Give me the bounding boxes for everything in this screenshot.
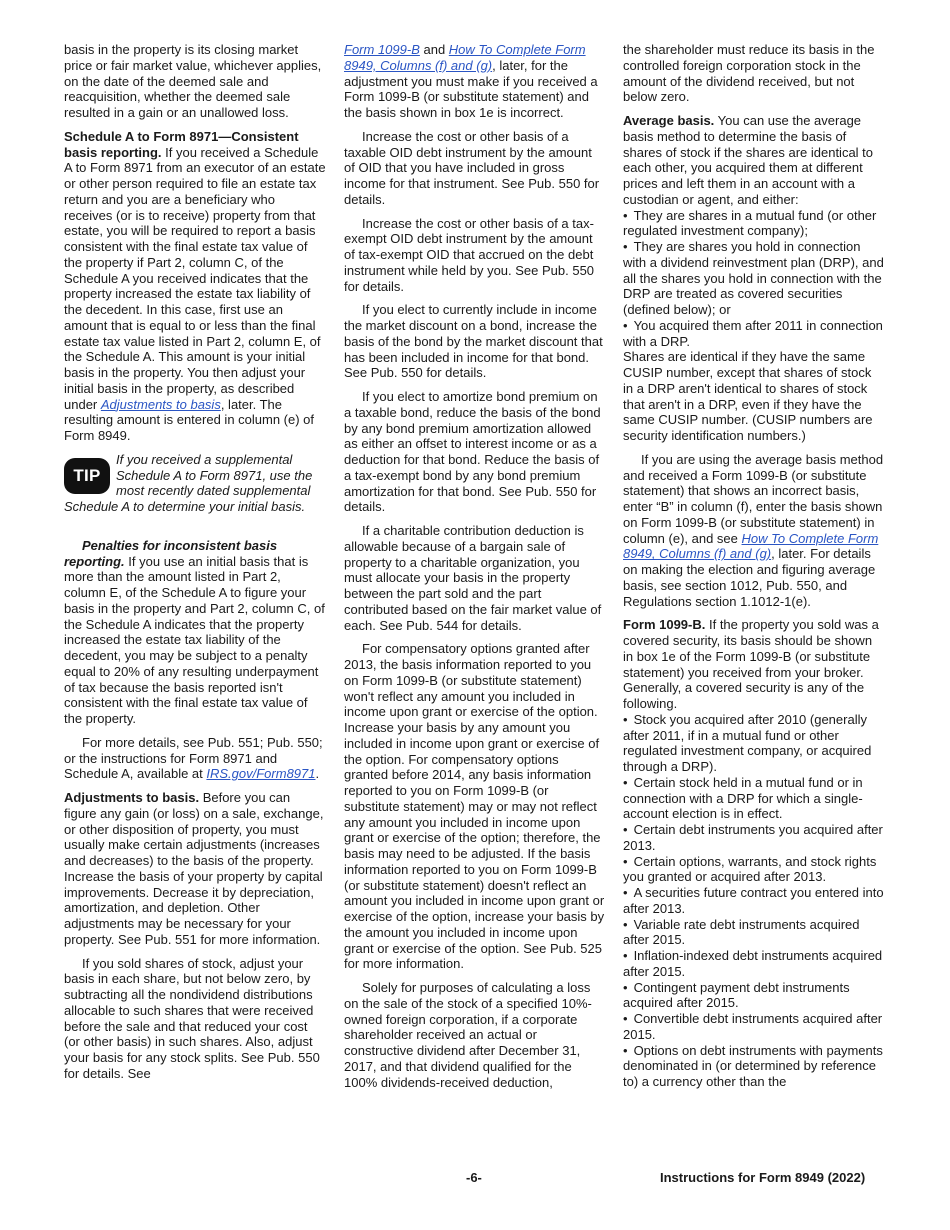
paragraph	[623, 452, 885, 610]
paragraph-text: , later, for the adjustment you must make if you received a Form 1099-B (or substitute statement) and the basis shown in box 1e is incorrect.	[344, 57, 598, 120]
covered-security-list	[623, 712, 885, 1090]
paragraph-text: .	[315, 766, 320, 782]
penalties-heading: Penalties for inconsistent basis reporting.	[64, 537, 278, 569]
list-item: • Certain debt instruments you acquired after 2013.	[623, 822, 885, 854]
list-item: • Certain options, warrants, and stock rights you granted or acquired after 2013.	[623, 854, 885, 886]
list-item: • Stock you acquired after 2010 (generally after 2011, if in a mutual fund or other regulated investment company, or acquired through a DRP).	[623, 712, 885, 775]
list-item: • A securities future contract you entered into after 2013.	[623, 885, 885, 917]
page-number: -6-	[466, 1170, 482, 1185]
form-1099b-link[interactable]: Form 1099-B	[344, 42, 420, 57]
list-item: • Certain stock held in a mutual fund or in connection with a DRP for which a single-account election is in effect.	[623, 775, 885, 822]
list-item: • Variable rate debt instruments acquired after 2015.	[623, 917, 885, 949]
how-to-complete-link[interactable]: How To Complete Form 8949, Columns (f) and (g)	[623, 530, 879, 562]
irs-form8971-link[interactable]: IRS.gov/Form8971	[206, 766, 316, 782]
paragraph: Increase the cost or other basis of a taxable OID debt instrument by the amount of OID that you have included in gross income for that instrument. See Pub. 550 for details.	[344, 128, 600, 207]
paragraph-text: and	[419, 42, 449, 57]
list-item: • They are shares you hold in connection with a dividend reinvestment plan (DRP), and all the shares you hold in connection with the DRP are treated as covered securities (defined below); or	[623, 239, 885, 318]
list-item: • Options on debt instruments with payments denominated in (or determined by reference to) a currency other than the	[623, 1043, 885, 1090]
average-basis-list	[623, 208, 885, 350]
schedule-a-section	[64, 129, 326, 444]
form-title-footer: Instructions for Form 8949 (2022)	[660, 1170, 866, 1185]
average-basis-section	[623, 113, 885, 444]
column-2	[344, 42, 606, 1098]
column-1	[64, 42, 326, 1090]
column-3	[623, 42, 885, 1090]
paragraph-text: , later. For details on making the election and figuring average basis, see section 1012, Pub. 550, and Regulations section 1.1012-1(e).	[623, 546, 876, 609]
paragraph: If you elect to currently include in income the market discount on a bond, increase the basis of the bond by the market discount that has been included in income for that bond. See Pub. 550 for details.	[344, 302, 603, 381]
paragraph-text: For more details, see Pub. 551; Pub. 550; or the instructions for Form 8971 and Schedule A, available at	[64, 734, 323, 782]
schedule-a-heading: Schedule A to Form 8971—Consistent basis reporting.	[64, 128, 299, 160]
how-to-complete-link[interactable]: How To Complete Form 8949, Columns (f) and (g)	[344, 42, 586, 73]
paragraph-text: If you received a Schedule A to Form 8971 from an executor of an estate or other person required to file an estate tax return and you are a beneficiary who receives (or is to receive) property from that estate, you will be required to report a basis consistent with the final estate tax value of the property if Part 2, column C, of the Schedule A you received indicates that the property increased the estate tax liability of the decedent. In this case, first use an amount that is equal to or less than the final estate tax value listed in Part 2, column E, of the Schedule A. This amount is your initial basis in the property. You then adjust your initial basis in the property, as described under	[64, 144, 326, 412]
adjustments-to-basis-link[interactable]: Adjustments to basis	[100, 396, 221, 412]
average-basis-heading: Average basis.	[623, 113, 715, 128]
list-item: • They are shares in a mutual fund (or other regulated investment company);	[623, 208, 885, 240]
adjustments-section	[64, 790, 326, 948]
paragraph-text: If the property you sold was a covered security, its basis should be shown in box 1e of the Form 1099-B (or substitute statement) you received from your broker. Generally, a covered security is any of the following.	[623, 617, 879, 711]
paragraph: Increase the cost or other basis of a tax-exempt OID debt instrument by the amount of tax-exempt OID that accrued on the debt instrument while held by you. See Pub. 550 for details.	[344, 215, 595, 294]
paragraph: If you sold shares of stock, adjust your basis in each share, but not below zero, by subtracting all the nondividend distributions allocable to such shares that were received before the sale and that reduced your cost (or other basis) in such shares. Also, adjust your basis for any stock splits. See Pub. 550 for details. See	[64, 955, 320, 1081]
list-item: • Contingent payment debt instruments acquired after 2015.	[623, 980, 885, 1012]
adjustments-heading: Adjustments to basis.	[64, 790, 200, 805]
paragraph: basis in the property is its closing market price or fair market value, whichever applies, on the date of the deemed sale and reacquisition, whether the deemed sale resulted in a gain or an unallowed loss.	[64, 42, 322, 120]
tip-box	[64, 452, 326, 515]
list-item: • You acquired them after 2011 in connection with a DRP.	[623, 318, 885, 350]
more-details-paragraph	[64, 735, 326, 782]
paragraph: For compensatory options granted after 2013, the basis information reported to you on Form 1099-B (or substitute statement) won't reflect any amount you included in income upon grant or exercise of the option. Increase your basis by any amount you included in income upon grant or exercise of the option. For compensatory options granted before 2014, any basis information reported to you on Form 1099-B (or substitute statement) may or may not reflect any amount you included in income upon grant or exercise of the option; therefore, the basis may need to be adjusted. If the basis information reported to you on Form 1099-B (or substitute statement) doesn't reflect an amount you included in income upon grant or exercise of the option, increase your basis by the amount you included in income upon grant or exercise of the option. See Pub. 525 for more information.	[344, 641, 605, 972]
paragraph-text: Before you can figure any gain (or loss) on a sale, exchange, or other disposition of property, you must usually make certain adjustments (increases and decreases) to the basis of the property. Increase the basis of your property by capital improvements. Decrease it by depreciation, amortization, and depletion. Other adjustments may be necessary for your property. See Pub. 551 for more information.	[64, 790, 324, 947]
paragraph-text: If you are using the average basis method and received a Form 1099-B (or substitute statement) that shows an incorrect basis, enter “B” in column (f), enter the basis shown on Form 1099-B (or substitute statement) in column (e), and see	[623, 451, 884, 546]
paragraph-text: You can use the average basis method to determine the basis of shares of stock if the shares are identical to each other, you acquired them at different prices and left them in an account with a custodian or agent, and either:	[623, 113, 874, 207]
paragraph-text: If you use an initial basis that is more than the amount listed in Part 2, column E, of the Schedule A to figure your basis in the property and Part 2, column C, of the Schedule A indicates that the property increased the estate tax liability of the decedent, you may be subject to a penalty equal to 20% of any resulting underpayment of tax because the basis reported isn't consistent with the final estate tax value of the property.	[64, 553, 325, 726]
paragraph-text: , later. The resulting amount is entered in column (e) of Form 8949.	[64, 396, 315, 443]
form-1099b-section	[623, 617, 885, 1090]
list-item: • Inflation-indexed debt instruments acquired after 2015.	[623, 948, 885, 980]
paragraph: If a charitable contribution deduction is allowable because of a bargain sale of property to a charitable organization, you must allocate your basis in the property between the part sold and the part contributed based on the fair market value of each. See Pub. 544 for details.	[344, 523, 602, 633]
list-item: • Convertible debt instruments acquired after 2015.	[623, 1011, 885, 1043]
paragraph: Solely for purposes of calculating a loss on the sale of the stock of a specified 10%-owned foreign corporation, if a corporate shareholder received an actual or constructive dividend after December 31, 2017, and that dividend qualified for the 100% dividends-received deduction,	[344, 980, 592, 1090]
paragraph: Shares are identical if they have the same CUSIP number, except that shares of stock in a DRP aren't identical to shares of stock that aren't in a DRP, even if they have the same CUSIP number. (CUSIP numbers are security identification numbers.)	[623, 349, 873, 443]
tip-text: If you received a supplemental Schedule A to Form 8971, use the most recently dated supplemental Schedule A to determine your initial basis.	[64, 451, 313, 514]
penalties-section	[64, 538, 326, 727]
paragraph: If you elect to amortize bond premium on a taxable bond, reduce the basis of the bond by any bond premium amortization allowed as either an offset to interest income or as a deduction for that bond. Reduce the basis of a tax-exempt bond by any bond premium amortization for that bond. See Pub. 550 for details.	[344, 389, 601, 515]
paragraph: the shareholder must reduce its basis in the controlled foreign corporation stock in the amount of the dividend received, but not below zero.	[623, 42, 875, 105]
paragraph	[344, 42, 606, 121]
tip-icon: TIP	[64, 458, 110, 494]
form-1099b-heading: Form 1099-B.	[623, 617, 706, 633]
